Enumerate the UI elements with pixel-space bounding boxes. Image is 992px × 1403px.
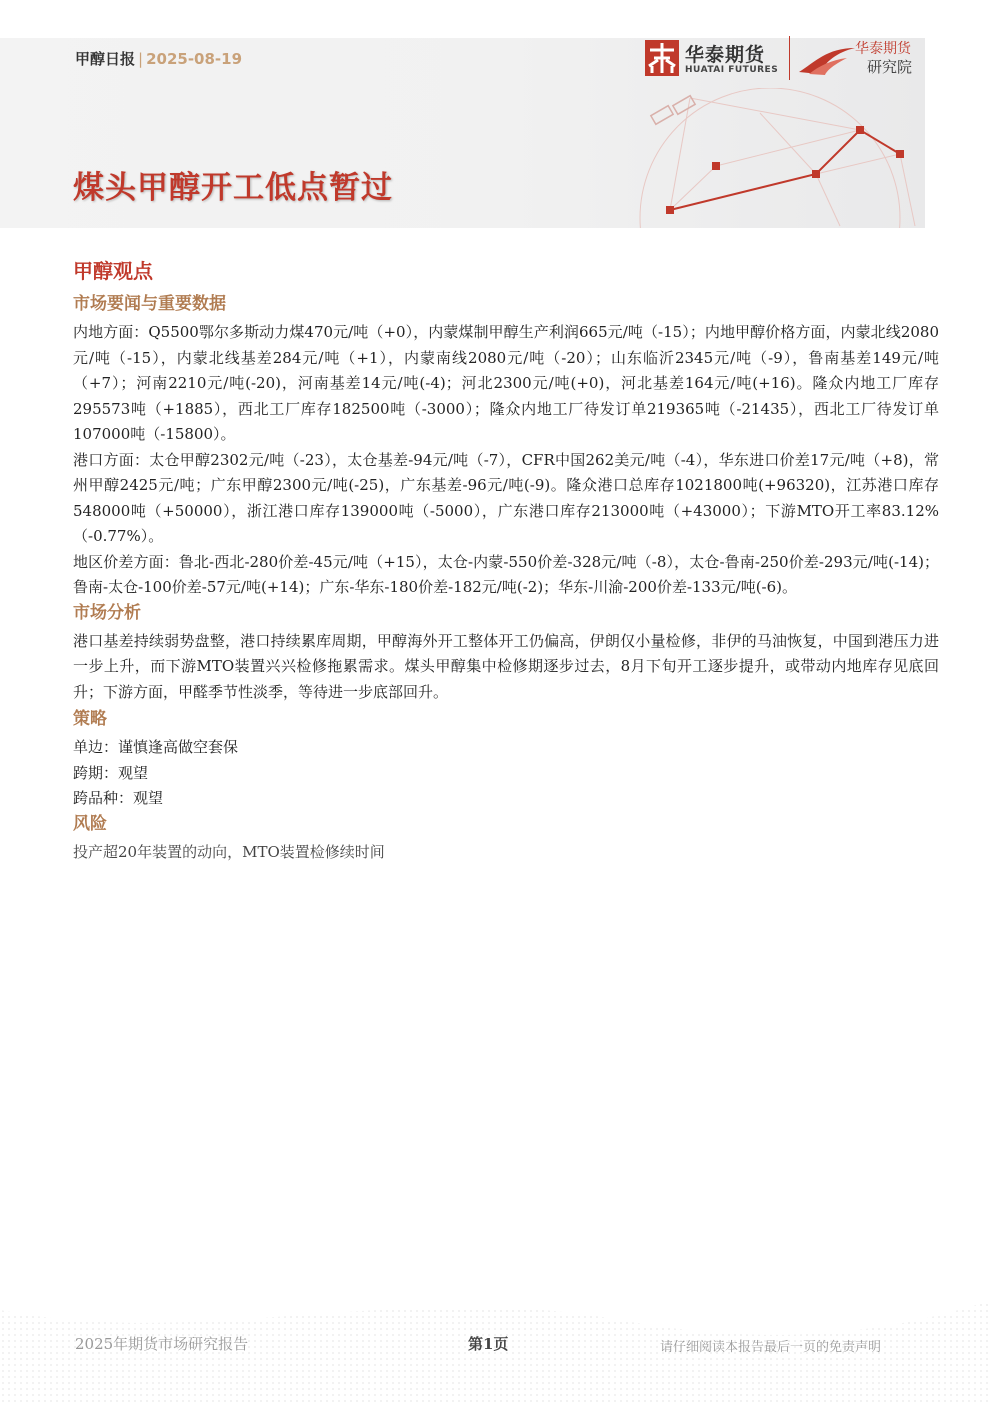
network-globe-icon xyxy=(630,88,930,228)
tag-separator: | xyxy=(138,50,144,68)
report-title: 煤头甲醇开工低点暂过 xyxy=(73,170,393,206)
huatai-logo-icon xyxy=(645,40,679,76)
strategy-item-calendar: 跨期：观望 xyxy=(73,763,149,782)
huatai-logo xyxy=(645,40,785,78)
footer-report-name: 2025年期货市场研究报告 xyxy=(75,1335,249,1353)
analysis-paragraph: 港口基差持续弱势盘整，港口持续累库周期，甲醇海外开工整体开工仍偏高，伊朗仅小量检修，非伊的马油恢复，中国到港压力进一步上升，而下游MTO装置兴兴检修拖累需求。煤头甲醇集中检修期逐步过去，8月下旬开工逐步提升，或带动内地库存见底回升；下游方面，甲醛季节性淡季，等待进一步底部回升。 xyxy=(73,631,939,701)
inland-paragraph: 内地方面：Q5500鄂尔多斯动力煤470元/吨（+0），内蒙煤制甲醇生产利润665元/吨（-15）；内地甲醇价格方面，内蒙北线2080元/吨（-15），内蒙北线基差284元/吨（+1），内蒙南线2080元/吨（-20）；山东临沂2345元/吨（-9），鲁南基差149元/吨（+7）；河南2210元/吨(-20)，河南基差14元/吨(-4)；河北2300元/吨(+0)，河北基差164元/吨(+16)。隆众内地工厂库存295573吨（+1885），西北工厂库存182500吨（-3000）；隆众内地工厂待发订单219365吨（-21435），西北工厂待发订单107000吨（-15800）。 xyxy=(73,323,939,443)
strategy-item-single: 单边：谨慎逢高做空套保 xyxy=(73,738,239,756)
footer-page-number: 第1页 xyxy=(468,1335,509,1353)
logo-cn-text: 华泰期货 xyxy=(685,44,766,66)
institute-subname: 研究院 xyxy=(867,58,913,76)
risk-title: 风险 xyxy=(73,813,107,834)
report-body xyxy=(73,255,939,865)
institute-logo xyxy=(797,38,922,80)
report-type: 甲醇日报 xyxy=(75,50,136,68)
footer-disclaimer: 请仔细阅读本报告最后一页的免责声明 xyxy=(660,1340,882,1355)
strategy-title: 策略 xyxy=(73,709,107,729)
report-date: 2025-08-19 xyxy=(146,50,243,68)
logo-divider xyxy=(789,36,790,80)
institute-bird-icon xyxy=(797,42,857,76)
institute-name: 华泰期货 xyxy=(855,41,911,57)
risk-paragraph: 投产超20年装置的动向，MTO装置检修续时间 xyxy=(73,842,385,861)
section-title: 甲醇观点 xyxy=(73,259,153,283)
market-news-title: 市场要闻与重要数据 xyxy=(73,294,226,314)
spread-paragraph: 地区价差方面：鲁北-西北-280价差-45元/吨（+15），太仓-内蒙-550价差-328元/吨（-8），太仓-鲁南-250价差-293元/吨(-14)；鲁南-太仓-100价差-57元/吨(+14)；广东-华东-180价差-182元/吨(-2)；华东-川渝-200价差-133元/吨(-6)。 xyxy=(73,552,939,596)
logo-en-text: HUATAI FUTURES xyxy=(685,65,779,75)
analysis-title: 市场分析 xyxy=(73,602,141,623)
port-paragraph: 港口方面：太仓甲醇2302元/吨（-23），太仓基差-94元/吨（-7），CFR中国262美元/吨（-4），华东进口价差17元/吨（+8)，常州甲醇2425元/吨；广东甲醇2300元/吨(-25)，广东基差-96元/吨(-9)。隆众港口总库存1021800吨(+96320)，江苏港口库存548000吨（+50000），浙江港口库存139000吨（-5000），广东港口库存213000吨（+43000）；下游MTO开工率83.12%（-0.77%）。 xyxy=(73,450,939,545)
strategy-item-cross: 跨品种：观望 xyxy=(73,789,164,807)
report-tag xyxy=(75,48,242,69)
